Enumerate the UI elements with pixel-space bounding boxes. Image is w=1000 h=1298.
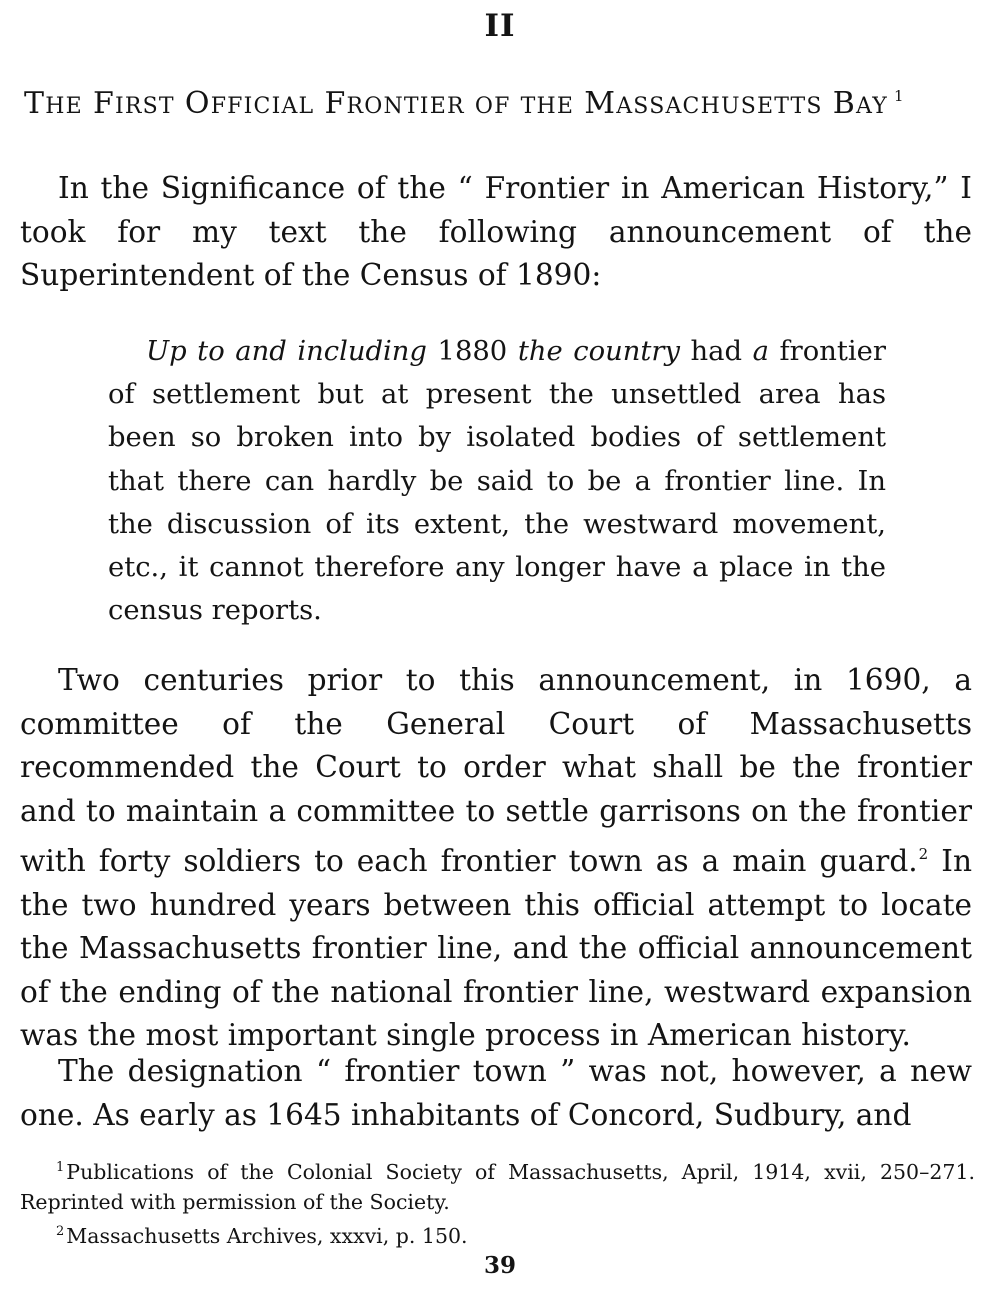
chapter-number: II [484,8,516,44]
title-word: BAY [832,86,888,121]
footnote-marker-2: 2 [918,845,929,863]
title-word: THE [520,94,575,119]
title-word: OF [474,94,511,119]
title-word: FRONTIER [324,86,465,121]
title-word: OFFICIAL [184,86,315,121]
block-quote: Up to and including 1880 the country had a frontier of settlement but at present the unsettled area has been so broken into by isolated bodies of settlement that there can hardly be said to be a frontier line. In the discussion of its extent, the westward movement, etc., it cannot therefore any longer have a place in the census reports. [108,336,886,627]
paragraph-1690-committee: Two centuries prior to this announcement, in 1690, a committee of the General Court of Massachusetts recommended the Court to order what shall be the frontier and to maintain a committee to settle garrisons on the frontier with forty soldiers to each frontier town as a main guard.$^2$ In the two hundred years between this official attempt to locate the Massachusetts frontier line, and the official announcement of the ending of the national frontier line, westward expansion was the most important single process in American history. [20,663,972,1052]
paragraph-frontier-town: The designation “ frontier town ” was not, however, a new one. As early as 1645 inhabitants of Concord, Sudbury, and [20,1054,972,1132]
chapter-title [24,86,984,121]
title-footnote-marker: 1 [893,87,905,105]
paragraph-intro: In the Significance of the “ Frontier in American History,” I took for my text the following announcement of the Superintendent of the Census of 1890: [20,171,972,292]
title-word: THE [24,86,83,121]
footnote-2: $^2$Massachusetts Archives, xxxvi, p. 150. [56,1224,468,1248]
footnote-1: $^1$Publications of the Colonial Society of Massachusetts, April, 1914, xvii, 250–271. Reprinted with permission of the Society. [20,1160,975,1214]
page-number: 39 [483,1252,516,1279]
title-word: MASSACHUSETTS [584,86,823,121]
title-word: FIRST [92,86,175,121]
footnotes [20,1153,975,1251]
